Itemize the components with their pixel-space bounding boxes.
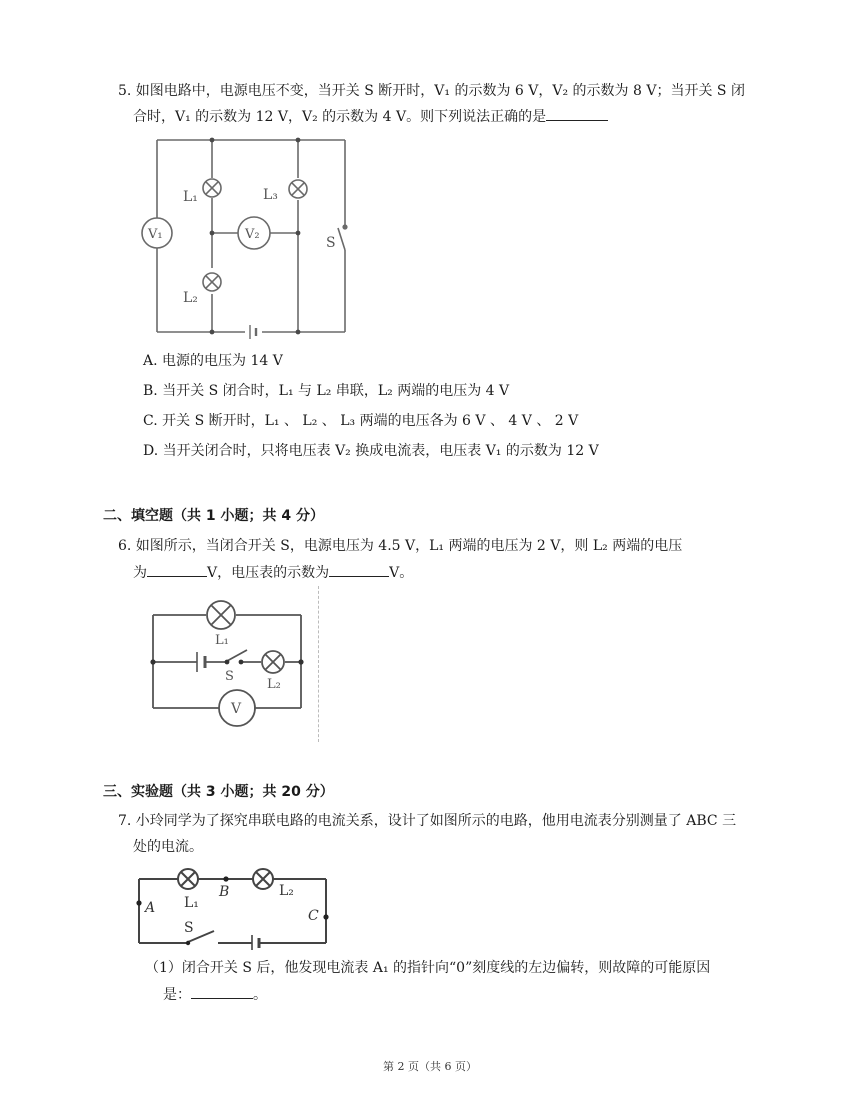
q5-label-l3: L₃ xyxy=(263,187,278,203)
q6-label-s: S xyxy=(225,669,234,684)
q5-option-a: A. 电源的电压为 14 V xyxy=(143,353,283,369)
q5-option-b: B. 当开关 S 闭合时，L₁ 与 L₂ 串联，L₂ 两端的电压为 4 V xyxy=(143,383,510,399)
q6-text-line2 xyxy=(133,562,413,584)
q5-circuit-diagram xyxy=(140,134,352,340)
q7-text-line1: 7. 小玲同学为了探究串联电路的电流关系，设计了如图所示的电路，他用电流表分别测量了 ABC 三 xyxy=(118,813,737,829)
q6-blank-l2-voltage xyxy=(147,562,207,577)
q7-label-c: C xyxy=(308,908,319,924)
q6-circuit-diagram xyxy=(145,596,305,744)
q7-label-l1: L₁ xyxy=(184,895,199,911)
page-fold-dashed-line xyxy=(318,586,319,742)
q5-label-v2: V₂ xyxy=(245,227,260,242)
q5-option-d: D. 当开关闭合时，只将电压表 V₂ 换成电流表，电压表 V₁ 的示数为 12 V xyxy=(143,443,599,459)
q7-label-b: B xyxy=(219,884,230,900)
q5-label-l2: L₂ xyxy=(183,290,198,306)
q5-text-line1: 5. 如图电路中，电源电压不变，当开关 S 断开时，V₁ 的示数为 6 V，V₂ 的示数为 8 V；当开关 S 闭 xyxy=(118,83,745,99)
q6-text-line1: 6. 如图所示，当闭合开关 S，电源电压为 4.5 V，L₁ 两端的电压为 2 V，则 L₂ 两端的电压 xyxy=(118,538,683,554)
q6-label-l1: L₁ xyxy=(215,633,229,648)
q5-text-line2 xyxy=(133,106,608,128)
q7-text-line2: 处的电流。 xyxy=(133,839,203,855)
q7-sub1-line2-start: 是： xyxy=(163,987,191,1003)
q5-line2-text: 合时，V₁ 的示数为 12 V，V₂ 的示数为 4 V。则下列说法正确的是 xyxy=(133,109,547,125)
page-footer: 第 2 页（共 6 页） xyxy=(383,1060,477,1073)
q6-line2-end: V。 xyxy=(389,565,414,581)
q7-label-a: A xyxy=(145,900,156,916)
q6-line2-start: 为 xyxy=(133,565,147,581)
q7-sub1-line2-end: 。 xyxy=(253,987,267,1003)
q6-line2-middle: V，电压表的示数为 xyxy=(207,565,330,581)
q5-label-s: S xyxy=(326,235,336,251)
q6-blank-voltmeter xyxy=(329,562,389,577)
q7-label-l2: L₂ xyxy=(279,883,294,899)
section-3-heading: 三、实验题（共 3 小题；共 20 分） xyxy=(103,784,334,800)
q7-circuit-diagram xyxy=(134,862,334,950)
q5-label-l1: L₁ xyxy=(183,189,198,205)
q7-sub1-line2 xyxy=(163,984,267,1006)
q5-option-c: C. 开关 S 断开时，L₁ 、 L₂ 、 L₃ 两端的电压各为 6 V 、 4 V 、 2 V xyxy=(143,413,579,429)
q7-sub1-line1: （1）闭合开关 S 后，他发现电流表 A₁ 的指针向“0”刻度线的左边偏转，则故障的可能原因 xyxy=(145,960,711,976)
section-2-heading: 二、填空题（共 1 小题；共 4 分） xyxy=(103,508,324,524)
q6-label-l2: L₂ xyxy=(267,677,281,692)
q5-answer-blank xyxy=(546,106,608,121)
q7-sub1-answer-blank xyxy=(191,984,253,999)
q6-label-v: V xyxy=(231,701,242,717)
q7-label-s: S xyxy=(184,920,194,936)
q5-label-v1: V₁ xyxy=(148,227,163,242)
